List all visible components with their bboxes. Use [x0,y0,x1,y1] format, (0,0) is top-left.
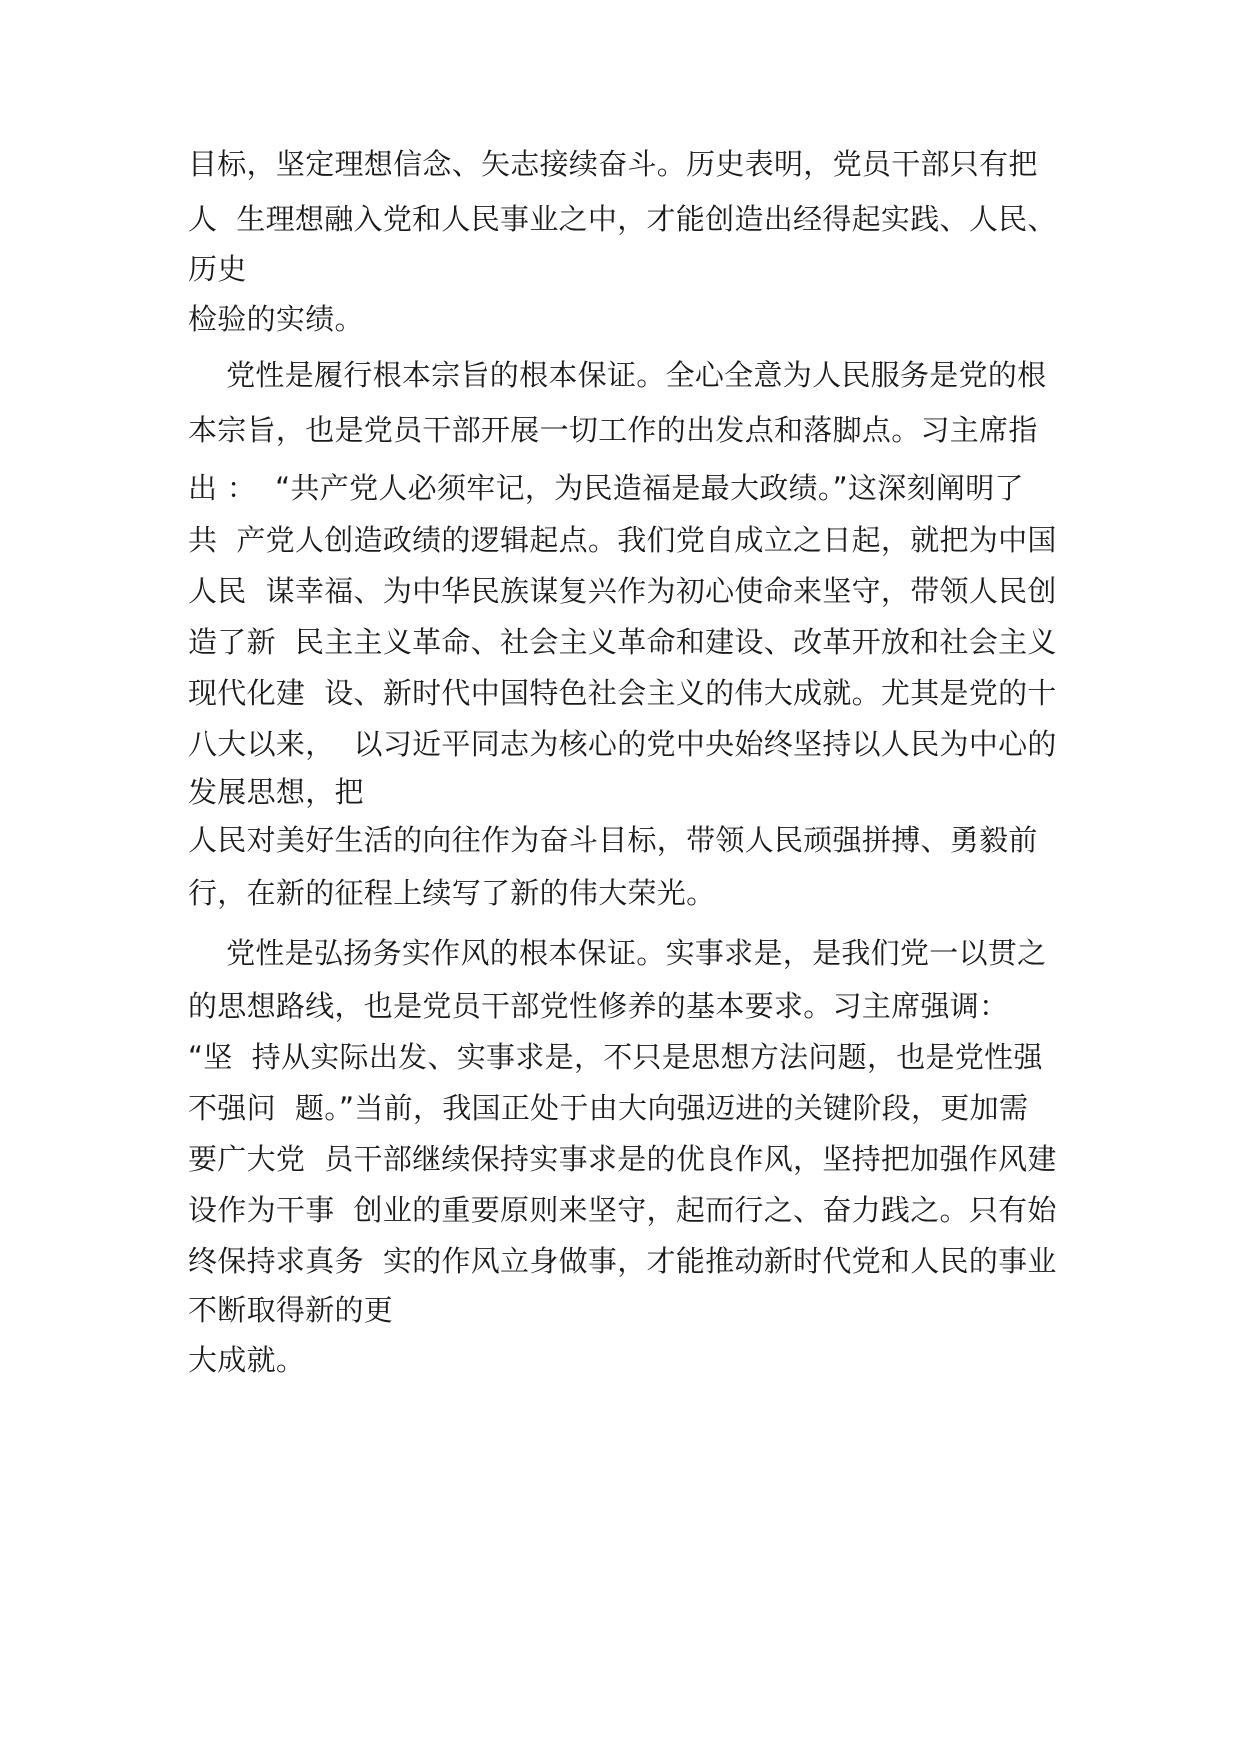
text-line: 发展思想，把 [188,775,364,809]
text-line: 设作为干事 创业的重要原则来坚守，起而行之、奋力践之。只有始 [188,1193,1057,1227]
text-line: 本宗旨，也是党员干部开展一切工作的出发点和落脚点。习主席指 [188,413,1038,447]
text-line: 党性是履行根本宗旨的根本保证。全心全意为人民服务是党的根 [188,358,1047,392]
text-line: 出 ： “共产党人必须牢记，为民造福是最大政绩。”这深刻阐明了 [188,471,1024,505]
text-line: 大成就。 [188,1343,306,1377]
text-line: 目标，坚定理想信念、矢志接续奋斗。历史表明，党员干部只有把 [188,147,1038,181]
text-line: 人民对美好生活的向往作为奋斗目标，带领人民顽强拼搏、勇毅前 [188,823,1038,857]
text-line: 党性是弘扬务实作风的根本保证。实事求是，是我们党一以贯之 [188,936,1047,970]
text-line: 历史 [188,252,247,286]
text-line: 终保持求真务 实的作风立身做事，才能推动新时代党和人民的事业 [188,1244,1057,1278]
text-line: 的思想路线，也是党员干部党性修养的基本要求。习主席强调： [188,989,1009,1023]
text-line: 不断取得新的更 [188,1293,394,1327]
text-line: 共 产党人创造政绩的逻辑起点。我们党自成立之日起，就把为中国 [188,523,1057,557]
text-line: 人 生理想融入党和人民事业之中，才能创造出经得起实践、人民、 [188,202,1057,236]
text-line: “坚 持从实际出发、实事求是，不只是思想方法问题，也是党性强 [188,1040,1043,1074]
text-line: 造了新 民主主义革命、社会主义革命和建设、改革开放和社会主义 [188,625,1057,659]
text-line: 八大以来， 以习近平同志为核心的党中央始终坚持以人民为中心的 [188,727,1057,761]
text-line: 要广大党 员干部继续保持实事求是的优良作风，坚持把加强作风建 [188,1142,1057,1176]
text-line: 行，在新的征程上续写了新的伟大荣光。 [188,876,716,910]
text-line: 人民 谋幸福、为中华民族谋复兴作为初心使命来坚守，带领人民创 [188,574,1057,608]
text-line: 现代化建 设、新时代中国特色社会主义的伟大成就。尤其是党的十 [188,676,1057,710]
text-line: 检验的实绩。 [188,302,364,336]
text-line: 不强问 题。”当前，我国正处于由大向强迈进的关键阶段，更加需 [188,1091,1029,1125]
